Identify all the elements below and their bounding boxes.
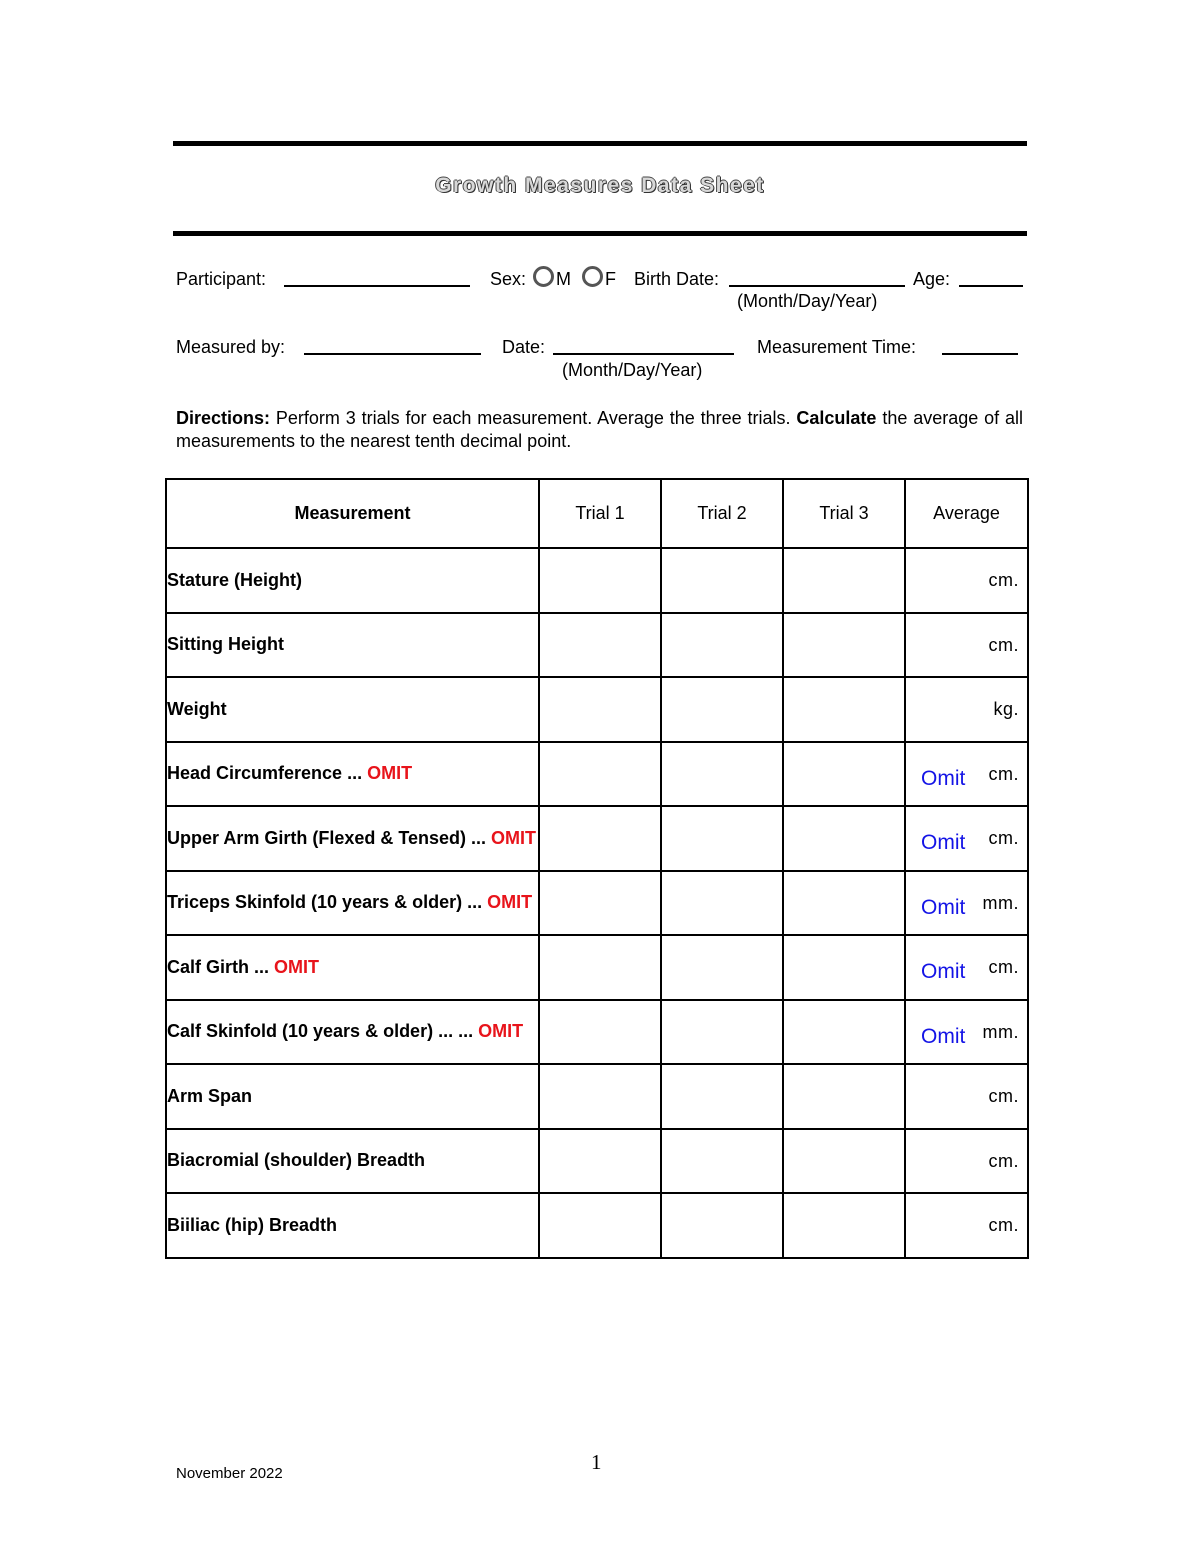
average-omit-text: Omit — [921, 831, 966, 854]
omit-flag: OMIT — [367, 763, 413, 784]
trial-1-cell[interactable] — [539, 1000, 661, 1065]
table-row — [166, 1064, 1028, 1129]
unit-label: kg. — [993, 699, 1019, 719]
measurement-name — [166, 1064, 539, 1129]
measurement-label: Sitting Height — [167, 634, 284, 655]
sex-female-label: F — [605, 269, 616, 289]
trial-2-cell[interactable] — [661, 677, 783, 742]
trial-1-cell[interactable] — [539, 742, 661, 807]
unit-label: mm. — [982, 1021, 1019, 1042]
average-omit-text: Omit — [921, 766, 966, 790]
table-row — [166, 1129, 1028, 1194]
average-omit-text: Omit — [921, 895, 966, 919]
bottom-rule — [173, 231, 1027, 236]
unit-label: cm. — [988, 1086, 1019, 1106]
sex-female-radio[interactable] — [582, 266, 603, 287]
header-average: Average — [905, 479, 1028, 548]
unit-label: cm. — [988, 634, 1019, 655]
average-cell[interactable] — [905, 548, 1028, 613]
measurement-name — [166, 1000, 539, 1065]
table-row — [166, 548, 1028, 613]
trial-1-cell[interactable] — [539, 548, 661, 613]
average-cell[interactable] — [905, 1129, 1028, 1194]
average-cell[interactable] — [905, 613, 1028, 678]
trial-2-cell[interactable] — [661, 1000, 783, 1065]
trial-1-cell[interactable] — [539, 871, 661, 936]
table-row — [166, 806, 1028, 871]
trial-3-cell[interactable] — [783, 1129, 905, 1194]
average-cell[interactable] — [905, 1000, 1028, 1065]
trial-3-cell[interactable] — [783, 871, 905, 936]
measurement-name — [166, 677, 539, 742]
table-row — [166, 613, 1028, 678]
measured-by-label: Measured by: — [176, 337, 286, 357]
average-cell[interactable] — [905, 677, 1028, 742]
unit-label: cm. — [988, 957, 1019, 977]
trial-2-cell[interactable] — [661, 548, 783, 613]
header-trial-3: Trial 3 — [783, 479, 905, 548]
average-cell[interactable] — [905, 742, 1028, 807]
omit-flag: OMIT — [478, 1021, 524, 1042]
trial-1-cell[interactable] — [539, 1064, 661, 1129]
table-row — [166, 677, 1028, 742]
trial-1-cell[interactable] — [539, 1193, 661, 1258]
omit-flag: OMIT — [274, 956, 320, 977]
trial-2-cell[interactable] — [661, 1193, 783, 1258]
measurement-name — [166, 871, 539, 936]
trial-3-cell[interactable] — [783, 1000, 905, 1065]
sex-male-label: M — [556, 269, 571, 289]
directions-label: Directions: — [176, 408, 271, 428]
trial-3-cell[interactable] — [783, 1064, 905, 1129]
age-field[interactable] — [959, 285, 1023, 287]
header-measurement: Measurement — [166, 479, 539, 548]
table-row — [166, 1000, 1028, 1065]
measurement-label: Upper Arm Girth (Flexed & Tensed) ... — [167, 827, 492, 848]
measurement-label: Arm Span — [167, 1085, 253, 1106]
directions-text — [176, 407, 1023, 453]
average-cell[interactable] — [905, 1064, 1028, 1129]
average-cell[interactable] — [905, 806, 1028, 871]
measurements-table — [165, 478, 1029, 1259]
trial-1-cell[interactable] — [539, 677, 661, 742]
age-label: Age: — [913, 269, 951, 289]
date-hint: (Month/Day/Year) — [562, 360, 703, 380]
header-trial-2: Trial 2 — [661, 479, 783, 548]
footer-date: November 2022 — [176, 1465, 283, 1482]
omit-flag: OMIT — [491, 827, 537, 848]
trial-1-cell[interactable] — [539, 806, 661, 871]
directions-calculate: Calculate — [796, 408, 877, 428]
measurement-name — [166, 613, 539, 678]
sex-label: Sex: — [490, 269, 527, 289]
measured-by-field[interactable] — [304, 353, 481, 355]
sex-male-radio[interactable] — [533, 266, 554, 287]
omit-flag: OMIT — [487, 892, 533, 913]
unit-label: cm. — [988, 570, 1019, 590]
participant-label: Participant: — [176, 269, 267, 289]
unit-label: cm. — [988, 763, 1019, 784]
trial-3-cell[interactable] — [783, 742, 905, 807]
page-title: Growth Measures Data Sheet — [435, 174, 765, 197]
top-rule — [173, 141, 1027, 146]
measurement-label: Stature (Height) — [167, 569, 302, 590]
measurement-name — [166, 548, 539, 613]
measurement-label: Head Circumference ... — [167, 763, 368, 784]
trial-3-cell[interactable] — [783, 806, 905, 871]
trial-3-cell[interactable] — [783, 1193, 905, 1258]
table-row — [166, 1193, 1028, 1258]
trial-2-cell[interactable] — [661, 1129, 783, 1194]
trial-2-cell[interactable] — [661, 742, 783, 807]
measurement-label: Biacromial (shoulder) Breadth — [167, 1150, 426, 1171]
table-row — [166, 871, 1028, 936]
directions-part2: the average of all measurements to the nearest tenth decimal point. — [176, 408, 1023, 451]
average-omit-text: Omit — [921, 1024, 966, 1048]
measurement-label: Triceps Skinfold (10 years & older) ... — [167, 892, 488, 913]
directions-part1: Perform 3 trials for each measurement. Average the three trials. — [270, 408, 797, 428]
table-row — [166, 935, 1028, 1000]
trial-3-cell[interactable] — [783, 935, 905, 1000]
measurement-name — [166, 806, 539, 871]
measurement-name — [166, 742, 539, 807]
trial-1-cell[interactable] — [539, 613, 661, 678]
birth-date-hint: (Month/Day/Year) — [737, 291, 878, 311]
trial-2-cell[interactable] — [661, 1064, 783, 1129]
trial-3-cell[interactable] — [783, 613, 905, 678]
measurement-name — [166, 1193, 539, 1258]
table-header-row — [166, 479, 1028, 548]
trial-2-cell[interactable] — [661, 613, 783, 678]
participant-field[interactable] — [284, 285, 470, 287]
unit-label: cm. — [988, 1215, 1019, 1235]
birth-date-field[interactable] — [729, 285, 905, 287]
average-cell[interactable] — [905, 1193, 1028, 1258]
measurement-name — [166, 1129, 539, 1194]
unit-label: mm. — [982, 892, 1019, 913]
measurement-label: Calf Girth ... — [167, 956, 275, 977]
table-row — [166, 742, 1028, 807]
measurement-time-field[interactable] — [942, 353, 1018, 355]
trial-3-cell[interactable] — [783, 677, 905, 742]
measurement-label: Weight — [167, 698, 227, 719]
date-field[interactable] — [553, 353, 734, 355]
date-label: Date: — [502, 337, 546, 357]
birth-date-label: Birth Date: — [634, 269, 720, 289]
trial-3-cell[interactable] — [783, 548, 905, 613]
measurement-label: Biiliac (hip) Breadth — [167, 1214, 338, 1235]
page-number: 1 — [591, 1450, 602, 1474]
unit-label: cm. — [988, 1150, 1019, 1171]
average-omit-text: Omit — [921, 960, 966, 983]
trial-1-cell[interactable] — [539, 1129, 661, 1194]
average-cell[interactable] — [905, 871, 1028, 936]
trial-2-cell[interactable] — [661, 935, 783, 1000]
trial-2-cell[interactable] — [661, 806, 783, 871]
average-cell[interactable] — [905, 935, 1028, 1000]
unit-label: cm. — [988, 828, 1019, 848]
trial-2-cell[interactable] — [661, 871, 783, 936]
header-trial-1: Trial 1 — [539, 479, 661, 548]
measurement-name — [166, 935, 539, 1000]
measurement-time-label: Measurement Time: — [757, 337, 917, 357]
measurement-label: Calf Skinfold (10 years & older) ... ... — [167, 1021, 479, 1042]
trial-1-cell[interactable] — [539, 935, 661, 1000]
